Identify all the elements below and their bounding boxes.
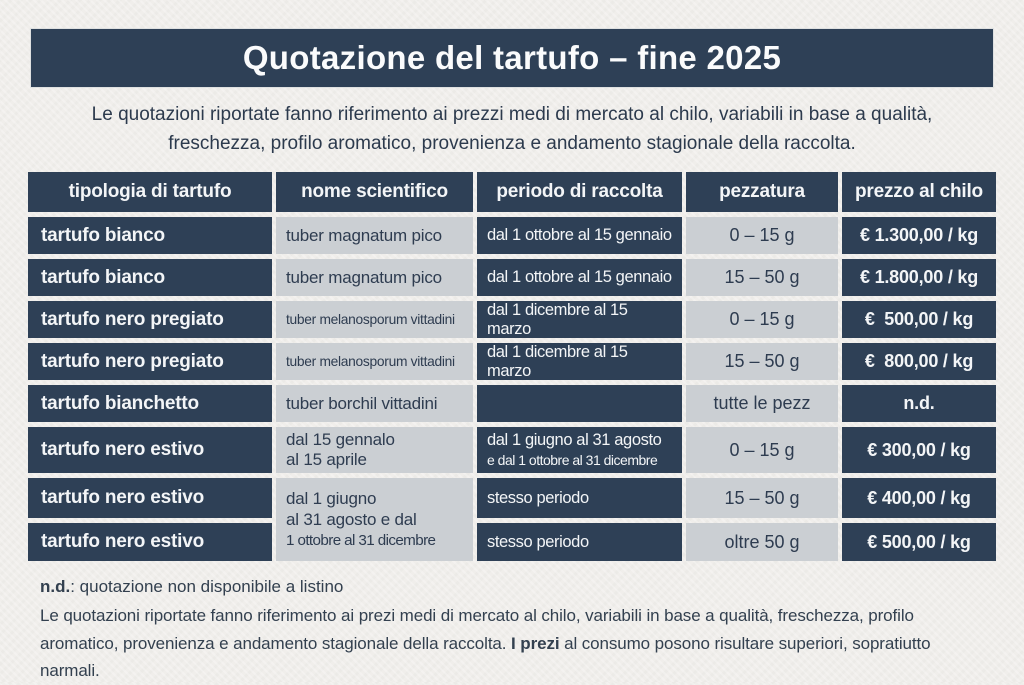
table-rows-merged-group (28, 478, 996, 561)
cell-nome-scientifico-merged (276, 478, 473, 561)
cell-periodo: dal 1 ottobre al 15 gennaio (477, 217, 682, 254)
cell-periodo: dal 1 dicembre al 15 marzo (477, 301, 682, 338)
cell-pezzatura: 15 – 50 g (686, 259, 838, 296)
legal-text-bold: I prezi (511, 633, 560, 653)
table-row (28, 301, 996, 338)
cell-pezzatura: 15 – 50 g (686, 343, 838, 380)
subtitle (37, 100, 987, 158)
column-prezzo-stack (842, 478, 996, 561)
cell-tipologia: tartufo nero estivo (28, 427, 272, 473)
price-table (28, 172, 996, 561)
cell-tipologia: tartufo nero pregiato (28, 301, 272, 338)
cell-line-1: dal 15 gennalo (286, 430, 395, 449)
legal-paragraph (40, 602, 986, 685)
cell-pezzatura: 0 – 15 g (686, 427, 838, 473)
header-prezzo: prezzo al chilo (842, 172, 996, 212)
cell-pezzatura: 15 – 50 g (686, 478, 838, 518)
cell-periodo: stesso periodo (477, 478, 682, 518)
cell-line-2: al 31 agosto e dal (286, 510, 417, 529)
nd-label: n.d. (40, 577, 71, 596)
cell-nome-scientifico: tuber magnatum pico (276, 217, 473, 254)
header-periodo: periodo di raccolta (477, 172, 682, 212)
cell-nome-scientifico: tuber melanosporum vittadini (276, 301, 473, 338)
table-header-row (28, 172, 996, 212)
cell-pezzatura: 0 – 15 g (686, 301, 838, 338)
table-row (28, 427, 996, 473)
cell-tipologia: tartufo nero pregiato (28, 343, 272, 380)
header-tipologia: tipologia di tartufo (28, 172, 272, 212)
cell-line-1: dal 1 giugno (286, 489, 377, 508)
table-row (28, 217, 996, 254)
cell-nome-scientifico (276, 427, 473, 473)
cell-tipologia: tartufo nero estivo (28, 523, 272, 561)
cell-tipologia: tartufo nero estivo (28, 478, 272, 518)
cell-tipologia: tartufo bianco (28, 259, 272, 296)
header-pezzatura: pezzatura (686, 172, 838, 212)
cell-prezzo: € 1.300,00 / kg (842, 217, 996, 254)
cell-line-2: e dal 1 ottobre al 31 dicembre (487, 452, 658, 468)
table-row (28, 259, 996, 296)
header-nome-scientifico: nome scientifico (276, 172, 473, 212)
cell-prezzo: € 300,00 / kg (842, 427, 996, 473)
title-band (30, 28, 994, 88)
cell-prezzo: € 500,00 / kg (842, 301, 996, 338)
subtitle-line-1: Le quotazioni riportate fanno riferimento ai prezzi medi di mercato al chilo, variabili in base a qualità, (91, 104, 933, 125)
cell-tipologia: tartufo bianchetto (28, 385, 272, 422)
column-pezzatura-stack (686, 478, 838, 561)
cell-periodo: stesso periodo (477, 523, 682, 561)
table-row (28, 343, 996, 380)
cell-periodo: dal 1 ottobre al 15 gennaio (477, 259, 682, 296)
cell-periodo (477, 427, 682, 473)
nd-text: : quotazione non disponibile a listino (70, 577, 344, 596)
cell-nome-scientifico: tuber borchil vittadini (276, 385, 473, 422)
nd-footnote (40, 577, 343, 597)
cell-line-1: dal 1 giugno al 31 agosto (487, 431, 662, 449)
cell-tipologia: tartufo bianco (28, 217, 272, 254)
cell-pezzatura: oltre 50 g (686, 523, 838, 561)
column-tipologia-stack (28, 478, 272, 561)
legal-text-end: al consumo posono risultare superiori, sopratiutto narmali. (40, 633, 931, 680)
table-row (28, 385, 996, 422)
cell-pezzatura: 0 – 15 g (686, 217, 838, 254)
subtitle-line-2: freschezza, profilo aromatico, provenienza e andamento stagionale della raccolta. (168, 133, 856, 154)
cell-line-3: 1 ottobre al 31 dicembre (286, 532, 436, 549)
cell-prezzo: € 1.800,00 / kg (842, 259, 996, 296)
cell-line-2: al 15 aprile (286, 450, 367, 469)
cell-prezzo: € 400,00 / kg (842, 478, 996, 518)
cell-prezzo: € 800,00 / kg (842, 343, 996, 380)
cell-periodo: dal 1 dicembre al 15 marzo (477, 343, 682, 380)
legal-text-start: Le quotazioni riportate fanno riferimento ai prezi medi di mercato al chilo, variabili in base a qualità, freschezza, profilo aromatico, provenienza e andamento stagionale della raccolta. (40, 606, 914, 653)
cell-prezzo: n.d. (842, 385, 996, 422)
cell-nome-scientifico: tuber melanosporum vittadini (276, 343, 473, 380)
column-periodo-stack (477, 478, 682, 561)
cell-nome-scientifico: tuber magnatum pico (276, 259, 473, 296)
cell-prezzo: € 500,00 / kg (842, 523, 996, 561)
page-title: Quotazione del tartufo – fine 2025 (242, 39, 782, 76)
cell-periodo-empty (477, 385, 682, 422)
cell-pezzatura: tutte le pezz (686, 385, 838, 422)
